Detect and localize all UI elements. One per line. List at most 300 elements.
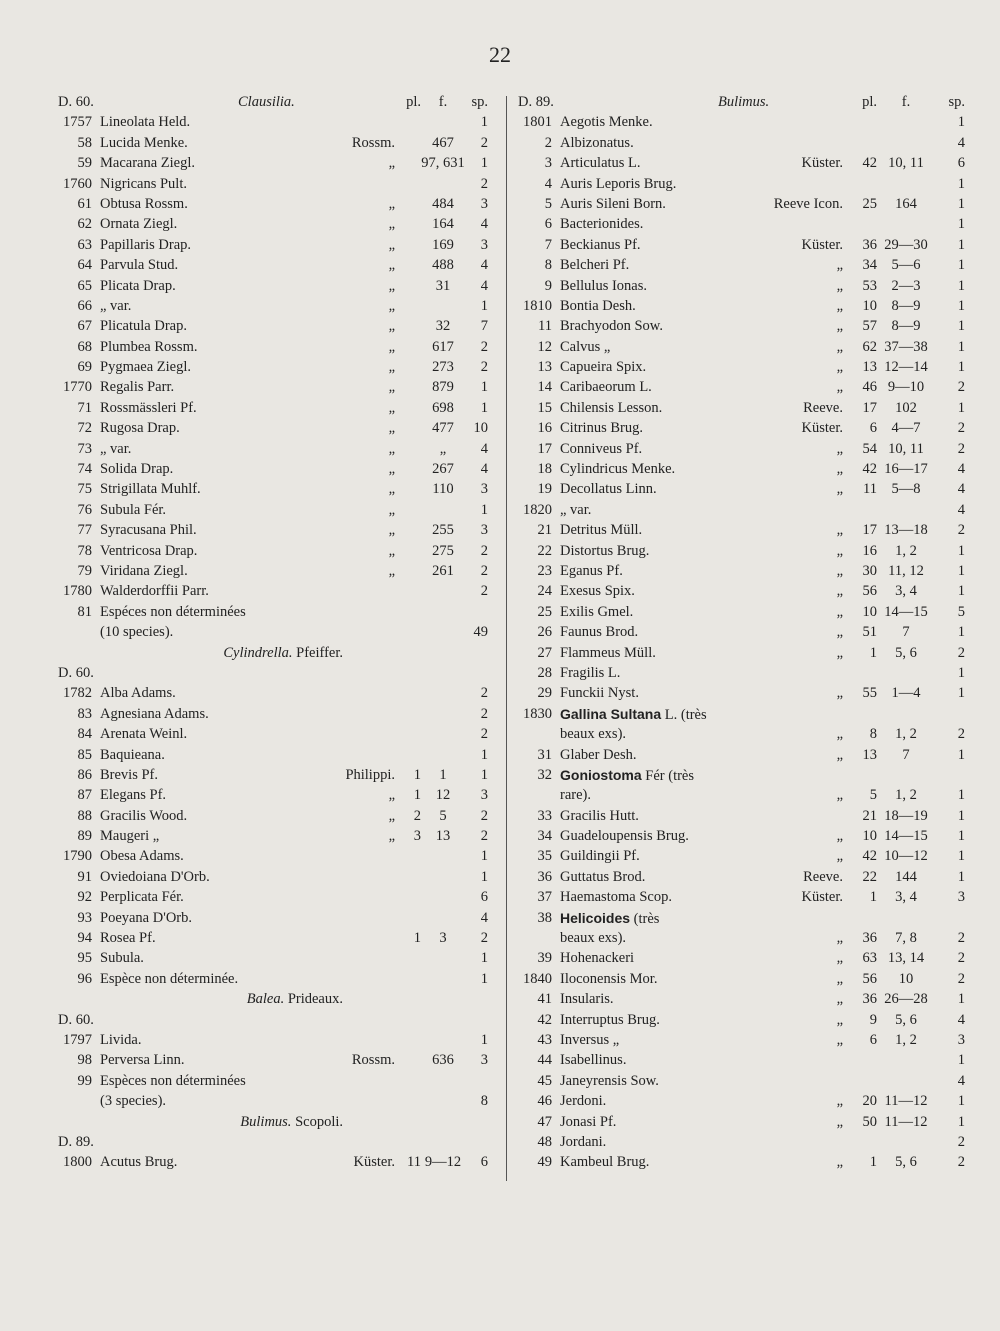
species-name xyxy=(560,765,694,786)
species-name: Citrinus Brug. xyxy=(560,420,643,437)
reference-author: „ xyxy=(388,236,395,253)
species-name: Aegotis Menke. xyxy=(560,114,653,131)
catalog-number: 42 xyxy=(537,1011,552,1028)
plate-number: 20 xyxy=(862,1093,877,1110)
species-row xyxy=(518,276,963,296)
reference-author: „ xyxy=(388,277,395,294)
specimen-count: 1 xyxy=(957,359,965,376)
reference-author: „ xyxy=(836,461,843,478)
division-label: D. 60. xyxy=(58,664,94,681)
catalog-number: 23 xyxy=(537,562,552,579)
catalog-number: 77 xyxy=(77,522,92,539)
plate-number: 10 xyxy=(862,297,877,314)
catalog-number: 1810 xyxy=(523,297,552,314)
species-name-rest: L. (très xyxy=(661,706,707,723)
genus-heading: Bulimus. xyxy=(718,94,770,110)
species-name-rest: Fér (très xyxy=(641,767,695,784)
plate-number: 1 xyxy=(413,766,421,783)
species-row xyxy=(518,1091,963,1111)
species-name: Cylindricus Menke. xyxy=(560,461,676,478)
reference-author: „ xyxy=(388,501,395,518)
plate-number: 25 xyxy=(862,195,877,212)
species-name: Detritus Müll. xyxy=(560,522,643,539)
species-row xyxy=(58,1030,503,1050)
specimen-count: 1 xyxy=(480,970,488,987)
specimen-count: 2 xyxy=(957,522,965,539)
specimen-count: 1 xyxy=(957,562,965,579)
species-row xyxy=(518,1050,963,1070)
specimen-count: 1 xyxy=(957,236,965,253)
species-name: Plicatula Drap. xyxy=(100,318,187,335)
reference-author: „ xyxy=(836,440,843,457)
species-row xyxy=(518,765,963,785)
species-name: Albizonatus. xyxy=(560,134,634,151)
reference-author: „ xyxy=(836,624,843,641)
reference-author: „ xyxy=(836,991,843,1008)
catalog-number: 88 xyxy=(77,807,92,824)
specimen-count: 1 xyxy=(957,216,965,233)
catalog-number: 98 xyxy=(77,1052,92,1069)
division-row xyxy=(58,1132,503,1152)
figure-number: 484 xyxy=(432,195,454,212)
species-name: Caribaeorum L. xyxy=(560,379,652,396)
reference-author: Küster. xyxy=(801,420,843,437)
species-row xyxy=(58,296,503,316)
figure-number: 7, 8 xyxy=(895,930,917,947)
species-name: Ornata Ziegl. xyxy=(100,216,178,233)
species-name: Plumbea Rossm. xyxy=(100,338,198,355)
reference-author: „ xyxy=(836,828,843,845)
catalog-number: 68 xyxy=(77,338,92,355)
plate-number: 36 xyxy=(862,236,877,253)
figure-number: 169 xyxy=(432,236,454,253)
catalog-number: 64 xyxy=(77,257,92,274)
reference-author: „ xyxy=(836,726,843,743)
species-name: Obesa Adams. xyxy=(100,848,184,865)
species-name-bold: Helicoides xyxy=(560,909,631,926)
specimen-count: 1 xyxy=(957,1093,965,1110)
species-name: Espéces non déterminées xyxy=(100,603,246,620)
species-name: Decollatus Linn. xyxy=(560,481,657,498)
plate-number: 63 xyxy=(862,950,877,967)
plate-number: 5 xyxy=(869,787,877,804)
catalog-number: 99 xyxy=(77,1072,92,1089)
species-name: Espèces non déterminées xyxy=(100,1072,246,1089)
reference-author: Küster. xyxy=(801,155,843,172)
species-name: Solida Drap. xyxy=(100,461,174,478)
species-name: Iloconensis Mor. xyxy=(560,970,658,987)
plate-number: 13 xyxy=(862,359,877,376)
figure-number: 1, 2 xyxy=(895,1031,917,1048)
plate-number: 22 xyxy=(862,868,877,885)
figure-number: 4—7 xyxy=(891,420,921,437)
specimen-count: 6 xyxy=(480,1154,488,1171)
species-row xyxy=(518,418,963,438)
specimen-count: 2 xyxy=(480,542,488,559)
species-row xyxy=(518,316,963,336)
plate-number: 17 xyxy=(862,522,877,539)
reference-author: „ xyxy=(836,583,843,600)
genus-name: Cylindrella. xyxy=(223,644,293,661)
reference-author: „ xyxy=(388,318,395,335)
division-label: D. 89. xyxy=(58,1133,94,1150)
specimen-count: 3 xyxy=(480,1052,488,1069)
species-name: Capueira Spix. xyxy=(560,359,647,376)
catalog-number: 29 xyxy=(537,685,552,702)
plate-number: 1 xyxy=(413,930,421,947)
specimen-count: 1 xyxy=(480,868,488,885)
plate-number: 1 xyxy=(869,644,877,661)
specimen-count: 1 xyxy=(957,277,965,294)
figure-number: 5—6 xyxy=(891,257,921,274)
figure-number: 5, 6 xyxy=(895,644,917,661)
figure-number: 13 xyxy=(435,828,451,845)
specimen-count: 1 xyxy=(480,746,488,763)
reference-author: „ xyxy=(836,379,843,396)
plate-column-header: pl. xyxy=(406,94,421,110)
column-divider xyxy=(506,96,507,1181)
specimen-count: 2 xyxy=(480,828,488,845)
catalog-number: 92 xyxy=(77,889,92,906)
species-name: Articulatus L. xyxy=(560,155,641,172)
reference-author: „ xyxy=(388,542,395,559)
specimen-count: 2 xyxy=(957,950,965,967)
plate-number: 1 xyxy=(869,889,877,906)
species-name: beaux exs). xyxy=(560,726,627,743)
reference-author: „ xyxy=(836,950,843,967)
plate-number: 50 xyxy=(862,1113,877,1130)
plate-number: 6 xyxy=(869,1031,877,1048)
species-name: Bacterionides. xyxy=(560,216,644,233)
plate-number: 9 xyxy=(869,1011,877,1028)
species-row xyxy=(518,806,963,826)
catalog-number: 91 xyxy=(77,868,92,885)
species-row xyxy=(58,908,503,928)
catalog-number: 1780 xyxy=(63,583,92,600)
figure-number: 3, 4 xyxy=(895,889,917,906)
species-name xyxy=(560,704,707,725)
species-name-bold: Goniostoma xyxy=(560,766,642,783)
species-name: Brachyodon Sow. xyxy=(560,318,663,335)
species-row xyxy=(518,1132,963,1152)
genus-section-heading xyxy=(58,989,503,1009)
species-name: Chilensis Lesson. xyxy=(560,399,663,416)
catalog-number: 35 xyxy=(537,848,552,865)
specimen-count: 8 xyxy=(480,1093,488,1110)
reference-author: „ xyxy=(388,338,395,355)
reference-author: „ xyxy=(836,746,843,763)
genus-author: Scopoli. xyxy=(295,1113,343,1130)
species-name: Kambeul Brug. xyxy=(560,1154,650,1171)
catalog-number: 2 xyxy=(544,134,552,151)
plate-number: 56 xyxy=(862,583,877,600)
catalog-number: 86 xyxy=(77,766,92,783)
reference-author: „ xyxy=(388,297,395,314)
species-row xyxy=(518,459,963,479)
species-row xyxy=(58,969,503,989)
species-name: Regalis Parr. xyxy=(100,379,175,396)
specimen-count: 1 xyxy=(480,766,488,783)
species-row xyxy=(58,826,503,846)
species-row xyxy=(58,622,503,642)
specimen-count: 1 xyxy=(957,807,965,824)
figure-column-header: f. xyxy=(438,94,448,110)
catalog-number: 31 xyxy=(537,746,552,763)
specimen-count: 1 xyxy=(957,868,965,885)
figure-number: 1, 2 xyxy=(895,726,917,743)
specimen-count: 2 xyxy=(957,970,965,987)
species-row xyxy=(58,459,503,479)
catalog-number: 74 xyxy=(77,461,92,478)
genus-heading: Clausilia. xyxy=(238,94,295,110)
reference-author: „ xyxy=(836,297,843,314)
specimen-count: 1 xyxy=(957,542,965,559)
reference-author: Reeve Icon. xyxy=(773,195,843,212)
figure-number: 7 xyxy=(902,624,910,641)
species-name: Fragilis L. xyxy=(560,664,621,681)
figure-number: 11—12 xyxy=(884,1113,928,1130)
reference-author: „ xyxy=(388,216,395,233)
species-name: Jonasi Pf. xyxy=(560,1113,617,1130)
specimen-count: 2 xyxy=(480,175,488,192)
catalog-number: 71 xyxy=(77,399,92,416)
species-name: Conniveus Pf. xyxy=(560,440,643,457)
species-row xyxy=(518,561,963,581)
plate-number: 53 xyxy=(862,277,877,294)
species-name: Auris Sileni Born. xyxy=(560,195,666,212)
catalog-number: 84 xyxy=(77,726,92,743)
figure-number: 5, 6 xyxy=(895,1154,917,1171)
species-row xyxy=(518,398,963,418)
species-name: „ var. xyxy=(100,440,132,457)
species-row xyxy=(518,948,963,968)
specimen-count: 2 xyxy=(480,338,488,355)
specimen-count: 1 xyxy=(957,338,965,355)
specimen-count: 2 xyxy=(480,134,488,151)
reference-author: Küster. xyxy=(801,236,843,253)
catalog-number: 47 xyxy=(537,1113,552,1130)
species-row xyxy=(518,908,963,928)
specimen-count: 2 xyxy=(957,379,965,396)
species-row xyxy=(518,745,963,765)
catalog-number: 76 xyxy=(77,501,92,518)
specimen-count: 1 xyxy=(480,1031,488,1048)
species-name: Macarana Ziegl. xyxy=(100,155,196,172)
reference-author: „ xyxy=(388,195,395,212)
column-header xyxy=(58,92,503,112)
catalog-number: 33 xyxy=(537,807,552,824)
specimen-count: 3 xyxy=(480,481,488,498)
figure-number: 26—28 xyxy=(884,991,928,1008)
specimen-count: 1 xyxy=(957,583,965,600)
plate-number: 11 xyxy=(863,481,877,498)
catalog-number: 61 xyxy=(77,195,92,212)
figure-number: 1 xyxy=(439,766,447,783)
catalog-number: 26 xyxy=(537,624,552,641)
specimen-count: 1 xyxy=(957,624,965,641)
catalog-number: 36 xyxy=(537,868,552,885)
plate-number: 13 xyxy=(862,746,877,763)
figure-number: 1, 2 xyxy=(895,542,917,559)
specimen-count: 2 xyxy=(957,1133,965,1150)
reference-author: „ xyxy=(836,481,843,498)
species-row xyxy=(518,928,963,948)
specimen-count: 5 xyxy=(957,603,965,620)
catalog-number: 4 xyxy=(544,175,552,192)
catalog-number: 83 xyxy=(77,705,92,722)
species-name: Agnesiana Adams. xyxy=(100,705,209,722)
species-name: Gracilis Hutt. xyxy=(560,807,639,824)
species-name: Alba Adams. xyxy=(100,685,176,702)
species-row xyxy=(58,867,503,887)
catalog-number: 37 xyxy=(537,889,552,906)
reference-author: Rossm. xyxy=(351,1052,395,1069)
specimen-count: 3 xyxy=(957,1031,965,1048)
species-name: Baquieana. xyxy=(100,746,165,763)
figure-number: 9—12 xyxy=(424,1154,462,1171)
species-name: Lucida Menke. xyxy=(100,134,188,151)
plate-number: 21 xyxy=(862,807,877,824)
specimen-count: 1 xyxy=(480,501,488,518)
species-name: Plicata Drap. xyxy=(100,277,176,294)
catalog-number: 79 xyxy=(77,562,92,579)
catalog-number: 1790 xyxy=(63,848,92,865)
specimen-column-header: sp. xyxy=(948,94,965,110)
catalog-number: 12 xyxy=(537,338,552,355)
specimen-count: 2 xyxy=(480,726,488,743)
species-row xyxy=(518,724,963,744)
species-row xyxy=(58,928,503,948)
reference-author: „ xyxy=(836,338,843,355)
plate-number: 17 xyxy=(862,399,877,416)
plate-number: 8 xyxy=(869,726,877,743)
plate-number: 55 xyxy=(862,685,877,702)
species-row xyxy=(518,887,963,907)
specimen-count: 3 xyxy=(480,195,488,212)
catalog-number: 85 xyxy=(77,746,92,763)
reference-author: „ xyxy=(836,562,843,579)
species-row xyxy=(58,520,503,540)
species-name: Guadeloupensis Brug. xyxy=(560,828,689,845)
species-name: Jerdoni. xyxy=(560,1093,607,1110)
species-name: Obtusa Rossm. xyxy=(100,195,188,212)
specimen-count: 2 xyxy=(480,685,488,702)
catalog-number: 1782 xyxy=(63,685,92,702)
species-row xyxy=(518,846,963,866)
species-row xyxy=(58,785,503,805)
species-row xyxy=(58,1050,503,1070)
figure-number: 8—9 xyxy=(891,297,921,314)
figure-number: 488 xyxy=(432,257,454,274)
specimen-count: 4 xyxy=(957,1072,965,1089)
figure-number: 12 xyxy=(435,787,451,804)
plate-number: 42 xyxy=(862,848,877,865)
catalog-number: 28 xyxy=(537,664,552,681)
species-name: Subula. xyxy=(100,950,144,967)
species-row xyxy=(58,357,503,377)
species-name: Livida. xyxy=(100,1031,142,1048)
specimen-count: 2 xyxy=(957,1154,965,1171)
species-row xyxy=(58,439,503,459)
species-row xyxy=(58,398,503,418)
catalog-number: 14 xyxy=(537,379,552,396)
reference-author: „ xyxy=(836,359,843,376)
plate-number: 34 xyxy=(862,257,877,274)
reference-author: Reeve. xyxy=(803,868,843,885)
column-header xyxy=(518,92,963,112)
species-row xyxy=(58,337,503,357)
reference-author: „ xyxy=(388,461,395,478)
species-name: Elegans Pf. xyxy=(100,787,167,804)
figure-number: 37—38 xyxy=(884,338,928,355)
figure-number: 3, 4 xyxy=(895,583,917,600)
specimen-count: 1 xyxy=(480,155,488,172)
figure-number: 698 xyxy=(432,399,454,416)
figure-number: 10, 11 xyxy=(888,440,924,457)
species-name: Nigricans Pult. xyxy=(100,175,187,192)
species-row xyxy=(518,153,963,173)
figure-number: 3 xyxy=(439,930,447,947)
plate-number: 6 xyxy=(869,420,877,437)
species-name: Viridana Ziegl. xyxy=(100,562,188,579)
reference-author: „ xyxy=(388,155,395,172)
figure-number: 164 xyxy=(895,195,917,212)
catalog-number: 81 xyxy=(77,603,92,620)
figure-number: 12—14 xyxy=(884,359,928,376)
reference-author: „ xyxy=(836,1113,843,1130)
species-name: Guttatus Brod. xyxy=(560,868,646,885)
species-row xyxy=(58,500,503,520)
plate-number: 10 xyxy=(862,828,877,845)
plate-number: 11 xyxy=(407,1154,421,1171)
species-row xyxy=(518,643,963,663)
species-name: (10 species). xyxy=(100,624,174,641)
specimen-count: 1 xyxy=(480,399,488,416)
reference-author: „ xyxy=(388,522,395,539)
reference-author: „ xyxy=(836,848,843,865)
specimen-count: 1 xyxy=(480,297,488,314)
catalog-number: 16 xyxy=(537,420,552,437)
species-name: Guildingii Pf. xyxy=(560,848,640,865)
species-name: Glaber Desh. xyxy=(560,746,637,763)
specimen-count: 4 xyxy=(957,501,965,518)
figure-number: 1, 2 xyxy=(895,787,917,804)
species-row xyxy=(518,683,963,703)
species-row xyxy=(58,1071,503,1091)
figure-number: 2—3 xyxy=(891,277,921,294)
left-column xyxy=(58,92,503,1173)
catalog-number: 48 xyxy=(537,1133,552,1150)
specimen-count: 1 xyxy=(957,195,965,212)
specimen-count: 4 xyxy=(480,440,488,457)
species-name: Pygmaea Ziegl. xyxy=(100,359,192,376)
specimen-count: 2 xyxy=(957,420,965,437)
reference-author: Küster. xyxy=(353,1154,395,1171)
catalog-number: 87 xyxy=(77,787,92,804)
plate-number: 1 xyxy=(413,787,421,804)
specimen-count: 3 xyxy=(480,522,488,539)
catalog-number: 58 xyxy=(77,134,92,151)
species-name: Calvus „ xyxy=(560,338,611,355)
figure-number: 5 xyxy=(439,807,447,824)
figure-number: 477 xyxy=(432,420,454,437)
specimen-count: 3 xyxy=(480,236,488,253)
plate-number: 3 xyxy=(413,828,421,845)
catalog-number: 43 xyxy=(537,1031,552,1048)
species-row xyxy=(58,377,503,397)
species-row xyxy=(518,1071,963,1091)
specimen-count: 6 xyxy=(957,155,965,172)
